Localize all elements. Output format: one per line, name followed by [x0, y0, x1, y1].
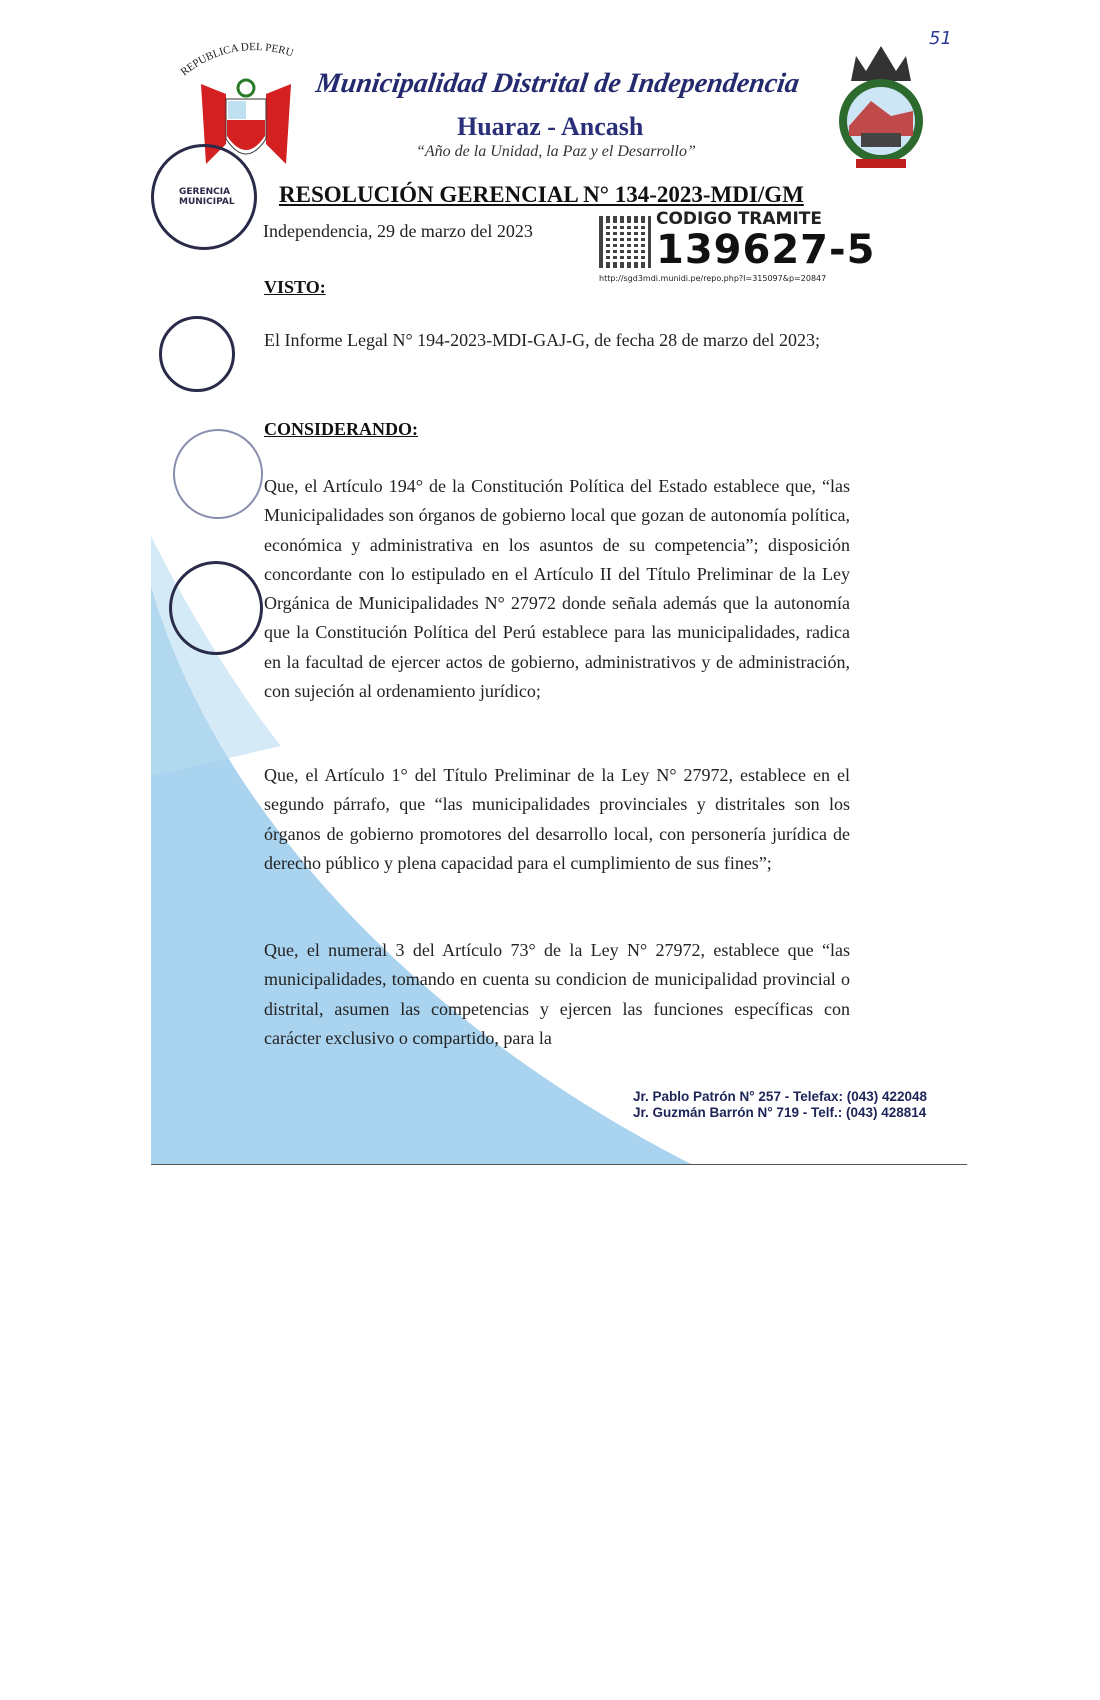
svg-text:REPUBLICA DEL PERU	[179, 41, 295, 78]
year-motto: “Año de la Unidad, la Paz y el Desarrollo”	[416, 143, 696, 160]
qr-code[interactable]	[599, 216, 651, 268]
country-arc-label: REPUBLICA DEL PERU	[178, 41, 295, 79]
handwritten-note: 51	[929, 28, 952, 49]
institution-name: Municipalidad Distrital de Independencia	[313, 68, 802, 99]
institution-location: Huaraz - Ancash	[457, 112, 644, 141]
visto-heading: VISTO:	[264, 277, 326, 297]
resolution-title: RESOLUCIÓN GERENCIAL N° 134-2023-MDI/GM	[279, 182, 804, 207]
footer-address-2: Jr. Guzmán Barrón N° 719 - Telf.: (043) 428814	[633, 1105, 927, 1120]
district-coat-of-arms	[831, 41, 931, 181]
paragraph: Que, el numeral 3 del Artículo 73° de la Ley N° 27972, establece que “las municipalidades, tomando en cuenta su condicion de municipalidad provincial o distrital, asumen las competencias y ejercen las funciones específicas con carácter exclusivo o compartido, para la	[264, 940, 850, 1048]
qr-url[interactable]: http://sgd3mdi.munidi.pe/repo.php?I=315097&p=20847	[599, 274, 827, 283]
paragraph: Que, el Artículo 194° de la Constitución Política del Estado establece que, “las Municipalidades son órganos de gobierno local que gozan de autonomía política, económica y administrativa en los asuntos de su competencia”; disposición concordante con lo estipulado en el Artículo II del Título Preliminar de la Ley Orgánica de Municipalidades N° 27972 donde señala además que la autonomía que la Constitución Política del Perú establece para las municipalidades, radica en la facultad de ejercer actos de gobierno, administrativos y de administración, con sujeción al ordenamiento jurídico;	[264, 476, 850, 702]
planning-office-stamp	[173, 429, 263, 519]
codigo-tramite-number: 139627-5	[656, 227, 876, 273]
visto-text: El Informe Legal N° 194-2023-MDI-GAJ-G, de fecha 28 de marzo del 2023;	[264, 330, 821, 350]
country-arc-text	[176, 30, 306, 80]
footer-address-1: Jr. Pablo Patrón N° 257 - Telefax: (043) 422048	[633, 1089, 928, 1104]
footer-addresses	[633, 1089, 927, 1121]
paragraph: Que, el Artículo 1° del Título Preliminar de la Ley N° 27972, establece en el segundo párrafo, que “las municipalidades provinciales y distritales son los órganos de gobierno promotores del desarrollo local, con personería jurídica de derecho público y plena capacidad para el cumplimiento de sus fines”;	[264, 765, 850, 873]
document-page	[151, 16, 967, 1165]
considerando-heading: CONSIDERANDO:	[264, 419, 419, 439]
date-line: Independencia, 29 de marzo del 2023	[263, 221, 533, 241]
administration-stamp	[169, 561, 263, 655]
legal-office-stamp	[159, 316, 235, 392]
codigo-tramite-label: CODIGO TRAMITE	[656, 209, 822, 229]
stamp-text: GERENCIA MUNICIPAL	[179, 187, 235, 207]
gerencia-municipal-stamp	[151, 144, 257, 250]
